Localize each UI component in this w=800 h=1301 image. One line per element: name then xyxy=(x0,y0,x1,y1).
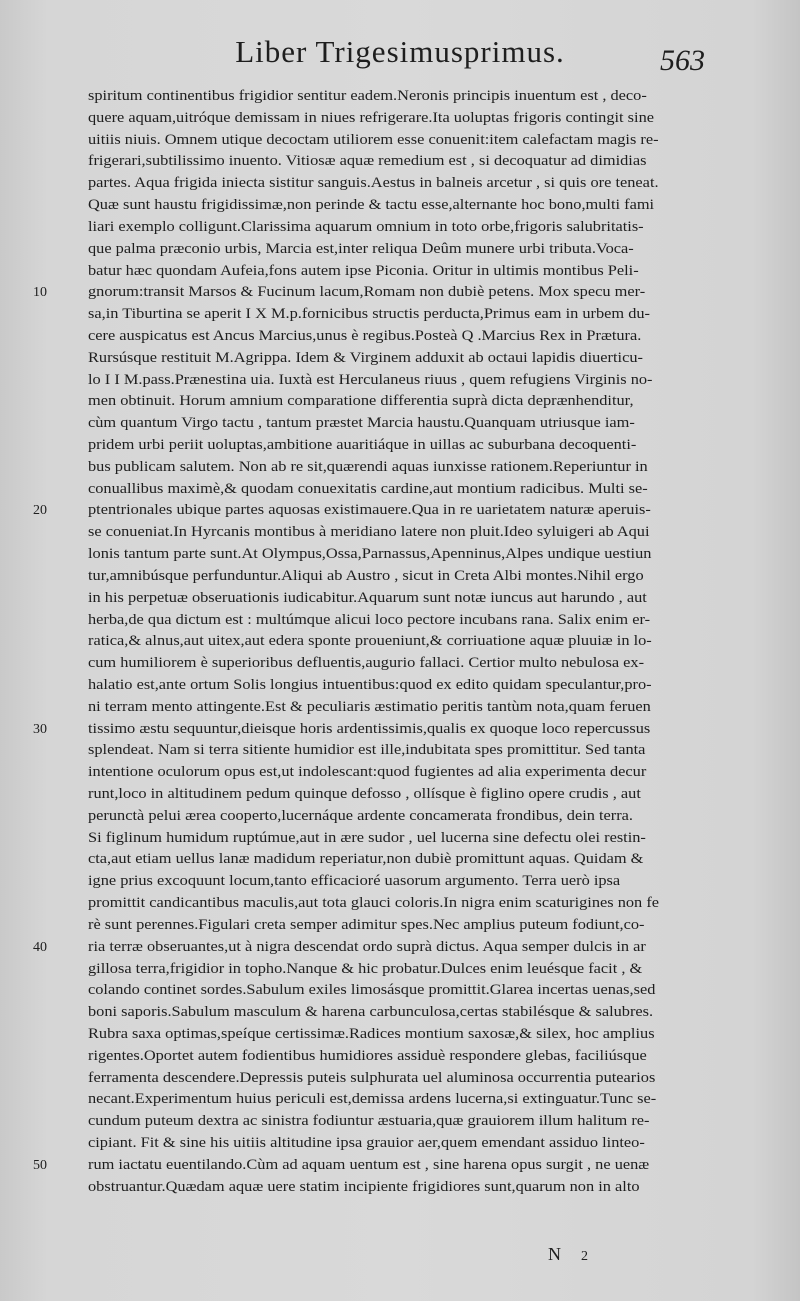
text-line xyxy=(88,697,692,719)
line-text: gnorum:transit Marsos & Fucinum lacum,Romam non dubiè petens. Mox specu mer- xyxy=(88,284,646,301)
line-text: tur,amnibúsque perfunduntur.Aliqui ab Austro , sicut in Creta Albi montes.Nihil ergo xyxy=(88,567,644,584)
signature-letter: N xyxy=(548,1244,561,1264)
text-line xyxy=(88,675,692,697)
line-number: 50 xyxy=(33,1157,47,1173)
line-text: ria terræ obseruantes,ut à nigra descendat ordo suprà dictus. Aqua semper dulcis in ar xyxy=(88,938,646,955)
text-line xyxy=(33,1155,692,1177)
line-number: 10 xyxy=(33,285,47,301)
text-line xyxy=(88,631,692,653)
text-line xyxy=(88,522,692,544)
line-text: Rubra saxa optimas,speíque certissimæ.Radices montium saxosæ,& silex, hoc amplius xyxy=(88,1025,655,1042)
line-text: ferramenta descendere.Depressis puteis sulphurata uel aluminosa occurrentia putearios xyxy=(88,1069,656,1086)
text-line xyxy=(88,304,692,326)
line-text: quere aquam,uitróque demissam in niues refrigerare.Ita uoluptas frigoris contingit sine xyxy=(88,109,655,126)
line-text: cundum puteum dextra ac sinistra fodiuntur æstuaria,quæ grauiorem illum halitum re- xyxy=(88,1113,650,1130)
signature-number: 2 xyxy=(581,1249,588,1264)
text-line xyxy=(88,391,692,413)
text-line xyxy=(88,457,692,479)
text-line xyxy=(88,762,692,784)
line-text: lo I I M.pass.Prænestina uia. Iuxtà est Herculaneus riuus , quem refugiens Virginis no- xyxy=(88,371,653,388)
line-text: se conueniat.In Hyrcanis montibus à meridiano latere non pluit.Ideo syluigeri ab Aqui xyxy=(88,524,650,541)
text-line xyxy=(88,86,692,108)
text-line xyxy=(88,1046,692,1068)
text-line xyxy=(88,893,692,915)
line-text: uitiis niuis. Omnem utique decoctam utiliorem esse conuenit:item calefactam magis re- xyxy=(88,131,659,148)
line-text: tissimo æstu sequuntur,dieisque horis ardentissimis,qualis ex quoque loco repercussus xyxy=(88,720,651,737)
text-line xyxy=(88,1002,692,1024)
text-line xyxy=(88,195,692,217)
text-line xyxy=(88,871,692,893)
text-line xyxy=(88,1177,692,1199)
line-text: obstruantur.Quædam aquæ uere statim incipiente frigidiores sunt,quarum non in alto xyxy=(88,1178,640,1195)
text-line xyxy=(88,479,692,501)
text-line xyxy=(88,610,692,632)
text-line xyxy=(88,239,692,261)
text-line xyxy=(88,959,692,981)
running-head-title: Liber Trigesimusprimus. xyxy=(235,34,565,69)
line-number: 20 xyxy=(33,503,47,519)
line-text: promittit candicantibus maculis,aut tota glauci coloris.In nigra enim scaturigines non fe xyxy=(88,895,660,912)
text-line xyxy=(33,282,692,304)
line-text: Quæ sunt haustu frigidissimæ,non perinde & tactu esse,alternante hoc bono,multi fami xyxy=(88,197,655,214)
text-line xyxy=(88,370,692,392)
line-text: partes. Aqua frigida iniecta sistitur sanguis.Aestus in balneis arcetur , si quis ore teneat. xyxy=(88,175,659,192)
text-line xyxy=(88,151,692,173)
line-text: conuallibus maximè,& quodam conuexitatis cardine,aut montium radicibus. Multi se- xyxy=(88,480,648,497)
text-line xyxy=(88,980,692,1002)
line-text: que palma præconio urbis, Marcia est,inter reliqua Deûm munere urbi tributa.Voca- xyxy=(88,240,634,257)
signature-mark xyxy=(548,1244,588,1265)
line-text: Si figlinum humidum ruptúmue,aut in ære sudor , uel lucerna sine defectu olei restin- xyxy=(88,829,646,846)
line-text: frigerari,subtilissimo inuento. Vitiosæ aquæ remedium est , si decoquatur ad dimidias xyxy=(88,153,647,170)
line-text: herba,de qua dictum est : multúmque alicui loco pectore incubans rana. Salix enim er- xyxy=(88,611,651,628)
line-text: ni terram mento attingente.Est & peculiaris æstimatio peritis tantùm nota,quam feruen xyxy=(88,698,651,715)
line-text: cùm quantum Virgo tactu , tantum præstet Marcia haustu.Quanquam utriusque iam- xyxy=(88,415,635,432)
text-line xyxy=(88,849,692,871)
text-line xyxy=(88,261,692,283)
text-line xyxy=(88,1111,692,1133)
line-text: ratica,& alnus,aut uitex,aut edera sponte proueniunt,& corriuatione aquæ pluuiæ in lo- xyxy=(88,633,652,650)
text-line xyxy=(88,544,692,566)
line-text: pridem urbi periit uoluptas,ambitione auaritiáque in uillas ac suburbana decoquenti- xyxy=(88,437,637,453)
line-text: Rursúsque restituit M.Agrippa. Idem & Virginem adduxit ab octaui lapidis diuerticu- xyxy=(88,349,643,366)
line-text: gillosa terra,frigidior in topho.Nanque & hic probatur.Dulces enim leuésque facit , & xyxy=(88,960,643,977)
text-line xyxy=(88,806,692,828)
text-line xyxy=(88,740,692,762)
line-text: liari exemplo colligunt.Clarissima aquarum omnium in toto orbe,frigoris salubritatis- xyxy=(88,218,644,235)
text-line xyxy=(88,108,692,130)
line-text: cum humiliorem è superioribus defluentis,augurio fallaci. Certior multo nebulosa ex- xyxy=(88,655,645,672)
line-text: rigentes.Oportet autem fodientibus humidiores assiduè respondere glebas, faciliúsque xyxy=(88,1047,647,1064)
line-text: perunctà pelui ærea cooperto,lucernáque ardente concamerata frondibus, dein terra. xyxy=(88,807,634,824)
text-line xyxy=(88,1068,692,1090)
line-text: runt,loco in altitudinem pedum quinque defosso , ollísque è figlino opere crudis , aut xyxy=(88,786,641,802)
line-text: rum iactatu euentilando.Cùm ad aquam uentum est , sine harena opus surgit , ne uenæ xyxy=(88,1156,650,1173)
text-block xyxy=(33,86,692,1198)
line-text: spiritum continentibus frigidior sentitur eadem.Neronis principis inuentum est , deco- xyxy=(88,88,647,104)
text-line xyxy=(33,719,692,741)
text-line xyxy=(33,500,692,522)
line-text: necant.Experimentum huius periculi est,demissa ardens lucerna,si extinguatur.Tunc se- xyxy=(88,1091,657,1108)
line-number: 30 xyxy=(33,721,47,737)
line-text: intentione oculorum opus est,ut indolescant:quod fugientes ad alia experimenta decur xyxy=(88,764,647,781)
text-line xyxy=(88,784,692,806)
line-text: rè sunt perennes.Figulari creta semper adimitur spes.Nec amplius puteum fodiunt,co- xyxy=(88,916,645,933)
text-line xyxy=(88,1089,692,1111)
line-text: sa,in Tiburtina se aperit I X M.p.fornicibus structis perducta,Primus eam in urbem du- xyxy=(88,306,650,323)
text-line xyxy=(88,1133,692,1155)
text-line xyxy=(88,348,692,370)
line-text: batur hæc quondam Aufeia,fons autem ipse Piconia. Oritur in ultimis montibus Peli- xyxy=(88,262,639,279)
line-text: cere auspicatus est Ancus Marcius,unus è regibus.Posteà Q .Marcius Rex in Prætura. xyxy=(88,327,642,344)
line-text: lonis tantum parte sunt.At Olympus,Ossa,Parnassus,Apenninus,Alpes undique uestiun xyxy=(88,546,652,563)
line-text: cta,aut etiam uellus lanæ madidum reperiatur,non dubiè promittunt aquas. Quidam & xyxy=(88,851,644,868)
text-line xyxy=(88,566,692,588)
line-text: halatio est,ante ortum Solis longius intuentibus:quod ex edito quidam speculantur,pro- xyxy=(88,676,652,693)
text-line xyxy=(88,413,692,435)
line-text: colando continet sordes.Sabulum exiles limosásque promittit.Glarea incertas uenas,sed xyxy=(88,982,656,999)
line-text: cipiant. Fit & sine his uitiis altitudine ipsa grauior aer,quem emendant assiduo linteo- xyxy=(88,1135,645,1151)
text-line xyxy=(88,435,692,457)
line-number: 40 xyxy=(33,939,47,955)
line-text: igne prius excoquunt locum,tanto efficacioré uasorum argumento. Terra uerò ipsa xyxy=(88,873,621,890)
text-line xyxy=(88,173,692,195)
text-line xyxy=(88,130,692,152)
text-line xyxy=(88,217,692,239)
text-line xyxy=(88,828,692,850)
line-text: ptentrionales ubique partes aquosas existimauere.Qua in re uarietatem naturæ aperuis- xyxy=(88,502,651,519)
line-text: splendeat. Nam si terra sitiente humidior est ille,indubitata spes promittitur. Sed tanta xyxy=(88,742,646,759)
text-line xyxy=(33,937,692,959)
text-line xyxy=(88,326,692,348)
line-text: men obtinuit. Horum amnium comparatione differentia suprà dicta deprænhenditur, xyxy=(88,393,634,410)
text-line xyxy=(88,588,692,610)
line-text: bus publicam salutem. Non ab re sit,quærendi aquas iunxisse rationem.Reperiuntur in xyxy=(88,458,648,475)
line-text: boni saporis.Sabulum masculum & harena carbunculosa,certas stabilésque & salubres. xyxy=(88,1004,654,1021)
text-line xyxy=(88,653,692,675)
text-line xyxy=(88,1024,692,1046)
line-text: in his perpetuæ obseruationis iudicabitur.Aquarum sunt notæ iuncus aut harundo , aut xyxy=(88,589,647,606)
text-line xyxy=(88,915,692,937)
page-number: 563 xyxy=(660,44,705,77)
